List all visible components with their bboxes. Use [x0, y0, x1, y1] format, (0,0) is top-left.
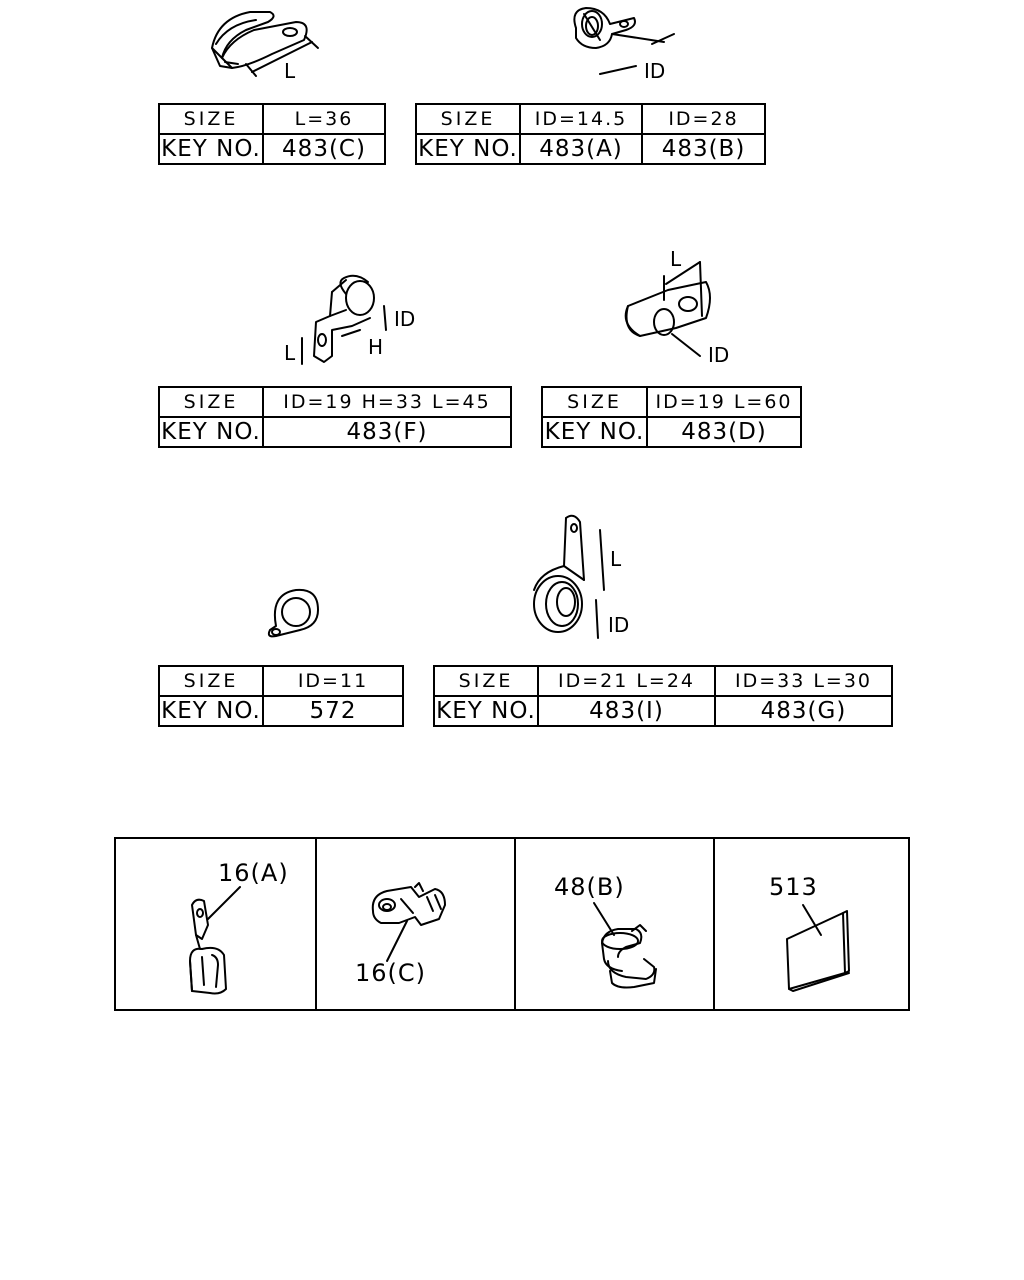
part-cell-16a	[116, 839, 317, 1009]
tall-clip-483ig-illustration	[534, 516, 584, 632]
key-no-header: KEY NO.	[542, 417, 647, 447]
size-value: ID=28	[642, 104, 765, 134]
key-no-header: KEY NO.	[416, 134, 520, 164]
size-header: SIZE	[159, 666, 263, 696]
key-no-value: 572	[263, 696, 403, 726]
key-no-header: KEY NO.	[434, 696, 538, 726]
dim-label-L: L	[284, 59, 296, 83]
spec-table-572	[158, 665, 404, 727]
callout-16c: 16(C)	[355, 959, 427, 987]
size-header: SIZE	[159, 387, 263, 417]
size-value: ID=19 H=33 L=45	[263, 387, 511, 417]
dim-label-ID: ID	[394, 307, 416, 331]
size-value: ID=11	[263, 666, 403, 696]
dimension-L-483c	[246, 36, 318, 83]
clip-48b-illustration	[514, 839, 713, 1009]
callout-513: 513	[769, 873, 818, 901]
key-no-value: 483(F)	[263, 417, 511, 447]
callout-16a: 16(A)	[218, 859, 289, 887]
size-value: ID=14.5	[520, 104, 642, 134]
spec-table-483f	[158, 386, 512, 448]
dim-label-ID: ID	[708, 343, 730, 367]
size-header: SIZE	[159, 104, 263, 134]
key-no-value: 483(G)	[715, 696, 892, 726]
dim-label-ID: ID	[644, 59, 666, 83]
dim-label-H: H	[368, 335, 384, 359]
dim-label-L: L	[610, 547, 622, 571]
clip-16a-illustration	[116, 839, 315, 1009]
dimension-labels-483ig	[596, 530, 629, 638]
size-value: ID=19 L=60	[647, 387, 801, 417]
dimension-labels-483f	[284, 306, 415, 365]
dim-label-ID: ID	[608, 613, 630, 637]
size-header: SIZE	[434, 666, 538, 696]
round-clip-483ab-illustration	[574, 8, 635, 48]
loop-clip-572-illustration	[269, 590, 318, 637]
cylinder-clip-483d-illustration	[626, 282, 710, 336]
key-no-header: KEY NO.	[159, 134, 263, 164]
spec-table-483ab	[415, 103, 766, 165]
key-no-value: 483(B)	[642, 134, 765, 164]
pad-513-illustration	[713, 839, 912, 1009]
p-clip-483f-illustration	[314, 276, 374, 362]
key-no-value: 483(A)	[520, 134, 642, 164]
spec-table-483d	[541, 386, 802, 448]
size-value: ID=21 L=24	[538, 666, 715, 696]
clip-16c-illustration	[315, 839, 514, 1009]
parts-grid	[114, 837, 910, 1011]
size-header: SIZE	[542, 387, 647, 417]
callout-48b: 48(B)	[554, 873, 625, 901]
part-cell-16c	[315, 839, 516, 1009]
spec-table-483c	[158, 103, 386, 165]
size-value: L=36	[263, 104, 385, 134]
key-no-value: 483(I)	[538, 696, 715, 726]
dimension-ID-483ab	[600, 34, 674, 83]
size-value: ID=33 L=30	[715, 666, 892, 696]
spec-table-483ig	[433, 665, 893, 727]
dim-label-L: L	[284, 341, 296, 365]
part-cell-513	[713, 839, 912, 1009]
key-no-value: 483(C)	[263, 134, 385, 164]
dim-label-L: L	[670, 247, 682, 271]
key-no-header: KEY NO.	[159, 696, 263, 726]
key-no-header: KEY NO.	[159, 417, 263, 447]
part-cell-48b	[514, 839, 715, 1009]
key-no-value: 483(D)	[647, 417, 801, 447]
size-header: SIZE	[416, 104, 520, 134]
